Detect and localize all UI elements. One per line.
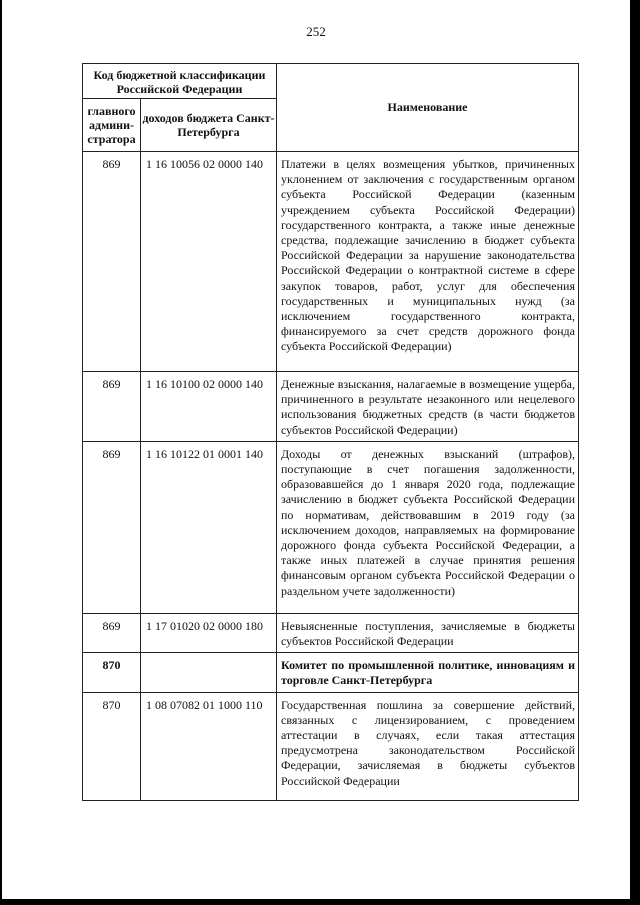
revenue-code-cell: 1 16 10056 02 0000 140 [141, 152, 277, 372]
admin-code-cell: 869 [83, 441, 141, 613]
admin-code-cell: 870 [83, 653, 141, 692]
page-number: 252 [306, 24, 326, 39]
revenue-name-cell: Невыясненные поступления, зачисляемые в бюджеты субъектов Российской Федерации [277, 613, 579, 652]
budget-classification-table [82, 63, 579, 801]
revenue-code-cell: 1 16 10122 01 0001 140 [141, 441, 277, 613]
table-row [83, 613, 579, 652]
table-row [83, 152, 579, 372]
table-row [83, 372, 579, 442]
admin-code-cell: 870 [83, 692, 141, 800]
revenue-name-cell: Государственная пошлина за совершение действий, связанных с лицензированием, с проведением аттестации в случаях, если такая аттестация предусмотрена законодательством Российской Федерации, зачисляемая в бюджеты субъектов Российской Федерации [277, 692, 579, 800]
table-row [83, 441, 579, 613]
header-revenue: доходов бюджета Санкт-Петербурга [141, 99, 277, 152]
document-page [2, 0, 630, 899]
table-header-row [83, 64, 579, 99]
admin-code-cell: 869 [83, 613, 141, 652]
revenue-name-cell: Платежи в целях возмещения убытков, причиненных уклонением от заключения с государственным органом субъекта Российской Федерации (казенным учреждением субъекта Российской Федерации) государственного контракта, а также иные денежные средства, подлежащие зачислению в бюджет субъекта Российской Федерации за нарушение законодательства Российской Федерации о контрактной системе в сфере закупок товаров, работ, услуг для обеспечения государственных и муниципальных нужд (за исключением государственного контракта, финансируемого за счет средств дорожного фонда субъекта Российской Федерации) [277, 152, 579, 372]
table-body [83, 152, 579, 801]
header-budget-code-group: Код бюджетной классификации Российской Федерации [83, 64, 277, 99]
table-row [83, 653, 579, 692]
revenue-name-cell: Доходы от денежных взысканий (штрафов), поступающие в счет погашения задолженности, образовавшейся до 1 января 2020 года, подлежащие зачислению в бюджет субъекта Российской Федерации по нормативам, действовавшим в 2019 году (за исключением доходов, направляемых на формирование дорожного фонда субъекта Российской Федерации, а также иных платежей в случае принятия решения финансовым органом субъекта Российской Федерации о раздельном учете задолженности) [277, 441, 579, 613]
admin-code-cell: 869 [83, 152, 141, 372]
header-name: Наименование [277, 64, 579, 152]
header-admin: главного админи-стратора [83, 99, 141, 152]
revenue-code-cell [141, 653, 277, 692]
revenue-code-cell: 1 08 07082 01 1000 110 [141, 692, 277, 800]
revenue-code-cell: 1 16 10100 02 0000 140 [141, 372, 277, 442]
table-row [83, 692, 579, 800]
admin-code-cell: 869 [83, 372, 141, 442]
revenue-code-cell: 1 17 01020 02 0000 180 [141, 613, 277, 652]
revenue-name-cell: Денежные взыскания, налагаемые в возмещение ущерба, причиненного в результате незаконного или нецелевого использования бюджетных средств (в части бюджетов субъектов Российской Федерации) [277, 372, 579, 442]
scan-edge [632, 0, 640, 905]
revenue-name-cell: Комитет по промышленной политике, инновациям и торговле Санкт-Петербурга [277, 653, 579, 692]
